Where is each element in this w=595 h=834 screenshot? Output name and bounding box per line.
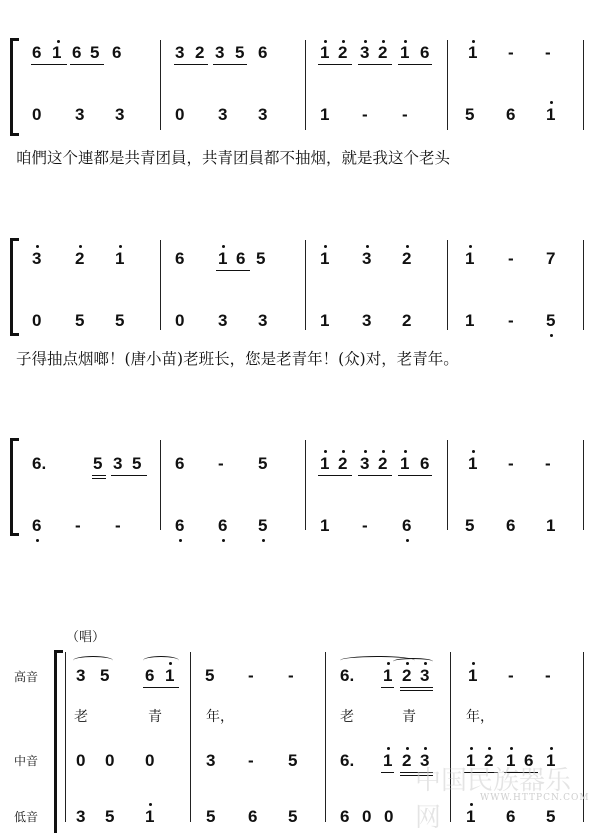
slur xyxy=(73,656,113,665)
note: 6 xyxy=(32,43,42,62)
barline xyxy=(305,40,306,130)
underline xyxy=(400,687,433,688)
barline xyxy=(583,440,584,530)
note: 5 xyxy=(205,666,215,685)
note: 1 xyxy=(52,43,62,62)
sing-marker: （唱） xyxy=(66,630,106,645)
note: 1 xyxy=(546,516,556,535)
octave-dot xyxy=(404,40,407,43)
note: 6 xyxy=(420,454,430,473)
octave-dot xyxy=(364,450,367,453)
octave-dot xyxy=(324,450,327,453)
octave-dot xyxy=(36,539,39,542)
note: 6 xyxy=(145,666,155,685)
octave-dot xyxy=(406,539,409,542)
note: 0 xyxy=(32,105,42,124)
note: 6 xyxy=(506,516,516,535)
octave-dot xyxy=(179,539,182,542)
octave-dot xyxy=(488,747,491,750)
note: - xyxy=(508,43,514,62)
note: 2 xyxy=(484,751,494,770)
note: 6. xyxy=(340,751,355,770)
lyric-line: 咱們这个連都是共青团員，共青团員都不抽烟，就是我这个老头 xyxy=(16,149,451,167)
system-brace xyxy=(10,38,19,136)
note: 6 xyxy=(32,516,42,535)
note: 2 xyxy=(378,454,388,473)
note: 0 xyxy=(384,807,394,826)
lyric: 青 xyxy=(148,709,162,725)
note: 1 xyxy=(468,666,478,685)
watermark-url: WWW.HTTPCN.COM xyxy=(480,793,590,803)
note: 0 xyxy=(105,751,115,770)
note: 5 xyxy=(132,454,142,473)
note: 5 xyxy=(465,516,475,535)
note: 1 xyxy=(383,666,393,685)
note: 1 xyxy=(320,249,330,268)
underline xyxy=(400,690,433,691)
note: 5 xyxy=(288,807,298,826)
octave-dot xyxy=(364,40,367,43)
octave-dot xyxy=(262,539,265,542)
watermark-logo: 中国民族器乐网 xyxy=(415,766,572,833)
note: - xyxy=(218,454,224,473)
note: 3 xyxy=(113,454,123,473)
note: 2 xyxy=(402,751,412,770)
underline xyxy=(111,475,147,476)
note: 3 xyxy=(218,105,228,124)
note: 6 xyxy=(506,807,516,826)
octave-dot xyxy=(169,662,172,665)
note: 1 xyxy=(320,454,330,473)
note: - xyxy=(402,105,408,124)
note: 3 xyxy=(206,751,216,770)
note: 3 xyxy=(258,105,268,124)
note: 3 xyxy=(420,751,430,770)
note: 3 xyxy=(362,311,372,330)
note: 1 xyxy=(400,454,410,473)
underline xyxy=(358,64,392,65)
octave-dot xyxy=(36,245,39,248)
underline xyxy=(174,64,208,65)
note: - xyxy=(248,666,254,685)
note: - xyxy=(75,516,81,535)
octave-dot xyxy=(222,539,225,542)
system-brace xyxy=(10,438,19,536)
note: 1 xyxy=(165,666,175,685)
note: 1 xyxy=(468,454,478,473)
note: 3 xyxy=(32,249,42,268)
lyric: 年， xyxy=(466,709,494,725)
note: 0 xyxy=(76,751,86,770)
octave-dot xyxy=(424,662,427,665)
octave-dot xyxy=(324,40,327,43)
octave-dot xyxy=(406,662,409,665)
underline xyxy=(358,475,392,476)
note: 0 xyxy=(362,807,372,826)
note: 5 xyxy=(288,751,298,770)
note: 5 xyxy=(90,43,100,62)
note: 3 xyxy=(215,43,225,62)
octave-dot xyxy=(222,245,225,248)
note: - xyxy=(508,454,514,473)
note: 1 xyxy=(320,311,330,330)
barline xyxy=(447,440,448,530)
note: 1 xyxy=(145,807,155,826)
note: 5 xyxy=(546,807,556,826)
note: 6 xyxy=(258,43,268,62)
note: 0 xyxy=(145,751,155,770)
note: 1 xyxy=(465,249,475,268)
underline xyxy=(213,64,247,65)
note: 6 xyxy=(112,43,122,62)
note: - xyxy=(545,454,551,473)
note: - xyxy=(508,666,514,685)
note: - xyxy=(545,666,551,685)
note: 6 xyxy=(340,807,350,826)
note: 1 xyxy=(115,249,125,268)
octave-dot xyxy=(472,662,475,665)
note: 6 xyxy=(402,516,412,535)
note: 3 xyxy=(420,666,430,685)
barline xyxy=(447,240,448,330)
underline xyxy=(70,64,104,65)
note: 1 xyxy=(546,751,556,770)
note: 1 xyxy=(383,751,393,770)
underline xyxy=(398,64,432,65)
note: 2 xyxy=(402,666,412,685)
note: 3 xyxy=(258,311,268,330)
note: 5 xyxy=(235,43,245,62)
note: 5 xyxy=(258,454,268,473)
octave-dot xyxy=(472,40,475,43)
note: 1 xyxy=(465,311,475,330)
lyric: 年， xyxy=(206,709,234,725)
note: 6 xyxy=(506,105,516,124)
underline xyxy=(92,478,106,479)
note: 5 xyxy=(258,516,268,535)
underline xyxy=(318,64,352,65)
note: 3 xyxy=(360,43,370,62)
octave-dot xyxy=(387,747,390,750)
octave-dot xyxy=(550,747,553,750)
note: - xyxy=(288,666,294,685)
note: 1 xyxy=(320,105,330,124)
note: 1 xyxy=(468,43,478,62)
note: 1 xyxy=(400,43,410,62)
octave-dot xyxy=(79,245,82,248)
note: - xyxy=(115,516,121,535)
part-label-low: 低音 xyxy=(14,810,39,824)
lyric: 老 xyxy=(74,709,88,725)
underline xyxy=(143,687,179,688)
underline xyxy=(398,475,432,476)
octave-dot xyxy=(324,245,327,248)
note: 6 xyxy=(236,249,246,268)
barline xyxy=(305,240,306,330)
octave-dot xyxy=(404,450,407,453)
system-brace xyxy=(10,238,19,336)
slur xyxy=(393,658,433,665)
note: 6 xyxy=(175,516,185,535)
part-label-mid: 中音 xyxy=(14,754,39,768)
note: 1 xyxy=(506,751,516,770)
underline xyxy=(381,772,394,773)
octave-dot xyxy=(469,245,472,248)
octave-dot xyxy=(472,450,475,453)
octave-dot xyxy=(119,245,122,248)
octave-dot xyxy=(342,40,345,43)
note: 6 xyxy=(218,516,228,535)
note: 6. xyxy=(32,454,47,473)
slur xyxy=(143,656,179,665)
note: 5 xyxy=(256,249,266,268)
note: 6 xyxy=(524,751,534,770)
note: 3 xyxy=(75,105,85,124)
note: 2 xyxy=(338,454,348,473)
underline xyxy=(381,687,394,688)
note: - xyxy=(545,43,551,62)
octave-dot xyxy=(406,747,409,750)
octave-dot xyxy=(382,40,385,43)
note: 6 xyxy=(175,249,185,268)
note: 1 xyxy=(320,516,330,535)
underline xyxy=(31,64,67,65)
note: 5 xyxy=(75,311,85,330)
note: 6 xyxy=(175,454,185,473)
lyric-line: 子得抽点烟啷！(唐小苗)老班长，您是老青年！(众)对，老青年。 xyxy=(16,350,459,368)
octave-dot xyxy=(550,334,553,337)
barline xyxy=(160,240,161,330)
note: 6 xyxy=(420,43,430,62)
note: 5 xyxy=(115,311,125,330)
octave-dot xyxy=(149,803,152,806)
barline xyxy=(305,440,306,530)
note: 3 xyxy=(115,105,125,124)
note: 3 xyxy=(218,311,228,330)
note: 2 xyxy=(402,311,412,330)
barline xyxy=(190,652,191,822)
note: 3 xyxy=(360,454,370,473)
barline xyxy=(583,40,584,130)
note: 2 xyxy=(338,43,348,62)
note: 6. xyxy=(340,666,355,685)
note: 6 xyxy=(72,43,82,62)
barline xyxy=(160,440,161,530)
note: 5 xyxy=(546,311,556,330)
note: - xyxy=(248,751,254,770)
barline xyxy=(583,240,584,330)
note: 5 xyxy=(105,807,115,826)
note: - xyxy=(508,311,514,330)
part-label-high: 高音 xyxy=(14,670,39,684)
note: 3 xyxy=(76,666,86,685)
note: 2 xyxy=(75,249,85,268)
barline xyxy=(325,652,326,822)
lyric: 老 xyxy=(340,709,354,725)
note: 0 xyxy=(175,105,185,124)
note: 1 xyxy=(466,807,476,826)
octave-dot xyxy=(406,245,409,248)
barline xyxy=(65,652,66,822)
note: - xyxy=(362,516,368,535)
note: - xyxy=(362,105,368,124)
note: 6 xyxy=(248,807,258,826)
note: 3 xyxy=(362,249,372,268)
octave-dot xyxy=(387,662,390,665)
octave-dot xyxy=(366,245,369,248)
underline xyxy=(318,475,352,476)
octave-dot xyxy=(424,747,427,750)
barline xyxy=(160,40,161,130)
note: 3 xyxy=(175,43,185,62)
system-brace xyxy=(54,650,63,833)
note: 5 xyxy=(465,105,475,124)
octave-dot xyxy=(382,450,385,453)
note: 5 xyxy=(100,666,110,685)
lyric: 青 xyxy=(402,709,416,725)
note: - xyxy=(508,249,514,268)
note: 1 xyxy=(218,249,228,268)
octave-dot xyxy=(57,40,60,43)
note: 5 xyxy=(93,454,103,473)
octave-dot xyxy=(550,101,553,104)
barline xyxy=(447,40,448,130)
underline xyxy=(216,270,250,271)
note: 1 xyxy=(320,43,330,62)
note: 2 xyxy=(195,43,205,62)
note: 0 xyxy=(32,311,42,330)
note: 5 xyxy=(206,807,216,826)
note: 3 xyxy=(76,807,86,826)
octave-dot xyxy=(510,747,513,750)
note: 2 xyxy=(378,43,388,62)
note: 1 xyxy=(466,751,476,770)
octave-dot xyxy=(470,747,473,750)
note: 7 xyxy=(546,249,556,268)
note: 0 xyxy=(175,311,185,330)
note: 1 xyxy=(546,105,556,124)
octave-dot xyxy=(342,450,345,453)
underline xyxy=(92,475,106,476)
note: 2 xyxy=(402,249,412,268)
